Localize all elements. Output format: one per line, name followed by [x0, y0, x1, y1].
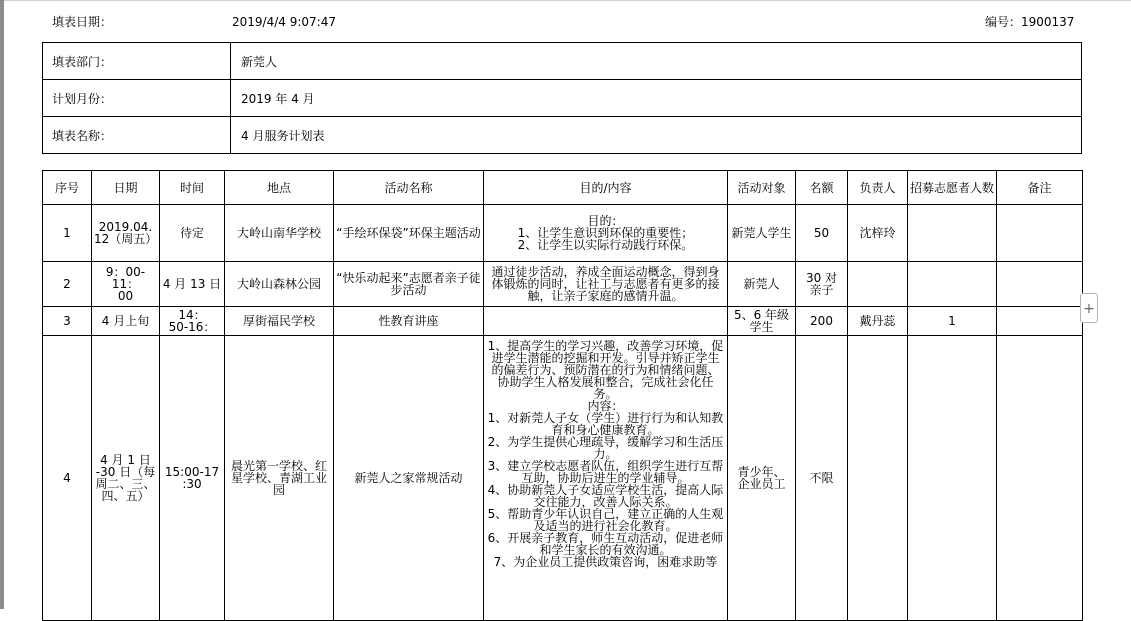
cell-date: 9：00-11： 00 [92, 262, 160, 307]
table-row [43, 262, 1083, 307]
cell-date: 4 月 1 日 -30 日（每 周二、三、 四、五） [92, 336, 160, 621]
info-value: 新莞人 [231, 43, 1082, 80]
cell-owner [848, 262, 908, 307]
column-header: 名额 [796, 171, 848, 205]
column-header: 活动名称 [334, 171, 484, 205]
cell-quota: 不限 [796, 336, 848, 621]
cell-volunteers [908, 205, 997, 262]
info-row-name [43, 117, 1082, 154]
cell-content: 目的： 1、让学生意识到环保的重要性； 2、让学生以实际行动践行环保。 [484, 205, 728, 262]
plus-icon: + [1083, 301, 1095, 317]
info-label: 填表部门： [43, 43, 231, 80]
cell-quota: 30 对 亲子 [796, 262, 848, 307]
cell-content: 1、提高学生的学习兴趣，改善学习环境，促进学生潜能的挖掘和开发。引导并矫正学生的偏差行为、预防潜在的行为和情绪问题、协助学生人格发展和整合，完成社会化任务。 内容： 1、对新莞人子女（学生）进行行为和认知教育和身心健康教育。 2、为学生提供心理疏导，缓解学习和生活压力。 3、建立学校志愿者队伍，组织学生进行互帮互助，协助后进生的学业辅导。 4、协助新莞人子女适应学校生活，提高人际交往能力，改善人际关系。 5、帮助青少年认识自己，建立正确的人生观及适当的进行社会化教育。 6、开展亲子教育，师生互动活动，促进老师和学生家长的有效沟通。 7、为企业员工提供政策咨询，困难求助等 [484, 336, 728, 621]
cell-owner: 戴丹蕊 [848, 307, 908, 336]
info-value: 2019 年 4 月 [231, 80, 1082, 117]
table-header-row [43, 171, 1083, 205]
cell-owner [848, 336, 908, 621]
table-row [43, 307, 1083, 336]
info-label: 计划月份： [43, 80, 231, 117]
cell-activity-name: 新莞人之家常规活动 [334, 336, 484, 621]
cell-activity-name: “快乐动起来”志愿者亲子徒步活动 [334, 262, 484, 307]
cell-time: 待定 [160, 205, 225, 262]
column-header: 时间 [160, 171, 225, 205]
service-plan-table [42, 170, 1083, 621]
fill-date-value: 2019/4/4 9:07:47 [232, 15, 336, 29]
column-header: 活动对象 [728, 171, 796, 205]
column-header: 招募志愿者人数 [908, 171, 997, 205]
cell-place: 大岭山南华学校 [225, 205, 334, 262]
cell-no: 3 [43, 307, 92, 336]
cell-date: 2019.04. 12（周五） [92, 205, 160, 262]
expand-button[interactable] [1080, 293, 1098, 323]
cell-content: 通过徒步活动，养成全面运动概念，得到身体锻炼的同时，让社工与志愿者有更多的接触，让亲子家庭的感情升温。 [484, 262, 728, 307]
info-row-department [43, 43, 1082, 80]
cell-volunteers: 1 [908, 307, 997, 336]
column-header: 序号 [43, 171, 92, 205]
cell-activity-name: “手绘环保袋”环保主题活动 [334, 205, 484, 262]
cell-time: 15:00-17 :30 [160, 336, 225, 621]
cell-target: 新莞人 [728, 262, 796, 307]
cell-owner: 沈梓玲 [848, 205, 908, 262]
cell-quota: 200 [796, 307, 848, 336]
cell-place: 厚街福民学校 [225, 307, 334, 336]
cell-no: 1 [43, 205, 92, 262]
cell-volunteers [908, 262, 997, 307]
info-label: 填表名称： [43, 117, 231, 154]
cell-target: 新莞人学生 [728, 205, 796, 262]
cell-no: 2 [43, 262, 92, 307]
cell-remark [997, 307, 1083, 336]
cell-target: 青少年、 企业员工 [728, 336, 796, 621]
cell-time: 14： 50-16： [160, 307, 225, 336]
column-header: 备注 [997, 171, 1083, 205]
column-header: 地点 [225, 171, 334, 205]
cell-content [484, 307, 728, 336]
info-table [42, 42, 1082, 154]
cell-place: 晨光第一学校、红星学校、青湖工业园 [225, 336, 334, 621]
cell-no: 4 [43, 336, 92, 621]
cell-place: 大岭山森林公园 [225, 262, 334, 307]
left-window-edge [0, 0, 4, 609]
fill-date-label: 填表日期： [52, 15, 113, 29]
column-header: 负责人 [848, 171, 908, 205]
info-row-month [43, 80, 1082, 117]
column-header: 日期 [92, 171, 160, 205]
cell-volunteers [908, 336, 997, 621]
cell-activity-name: 性教育讲座 [334, 307, 484, 336]
cell-remark [997, 205, 1083, 262]
cell-target: 5、6 年级 学生 [728, 307, 796, 336]
table-row [43, 205, 1083, 262]
top-border [0, 0, 1131, 1]
column-header: 目的/内容 [484, 171, 728, 205]
info-value: 4 月服务计划表 [231, 117, 1082, 154]
cell-time: 4 月 13 日 [160, 262, 225, 307]
cell-date: 4 月上旬 [92, 307, 160, 336]
table-row [43, 336, 1083, 621]
cell-quota: 50 [796, 205, 848, 262]
cell-remark [997, 336, 1083, 621]
serial-number: 编号：1900137 [985, 15, 1075, 29]
cell-remark [997, 262, 1083, 307]
